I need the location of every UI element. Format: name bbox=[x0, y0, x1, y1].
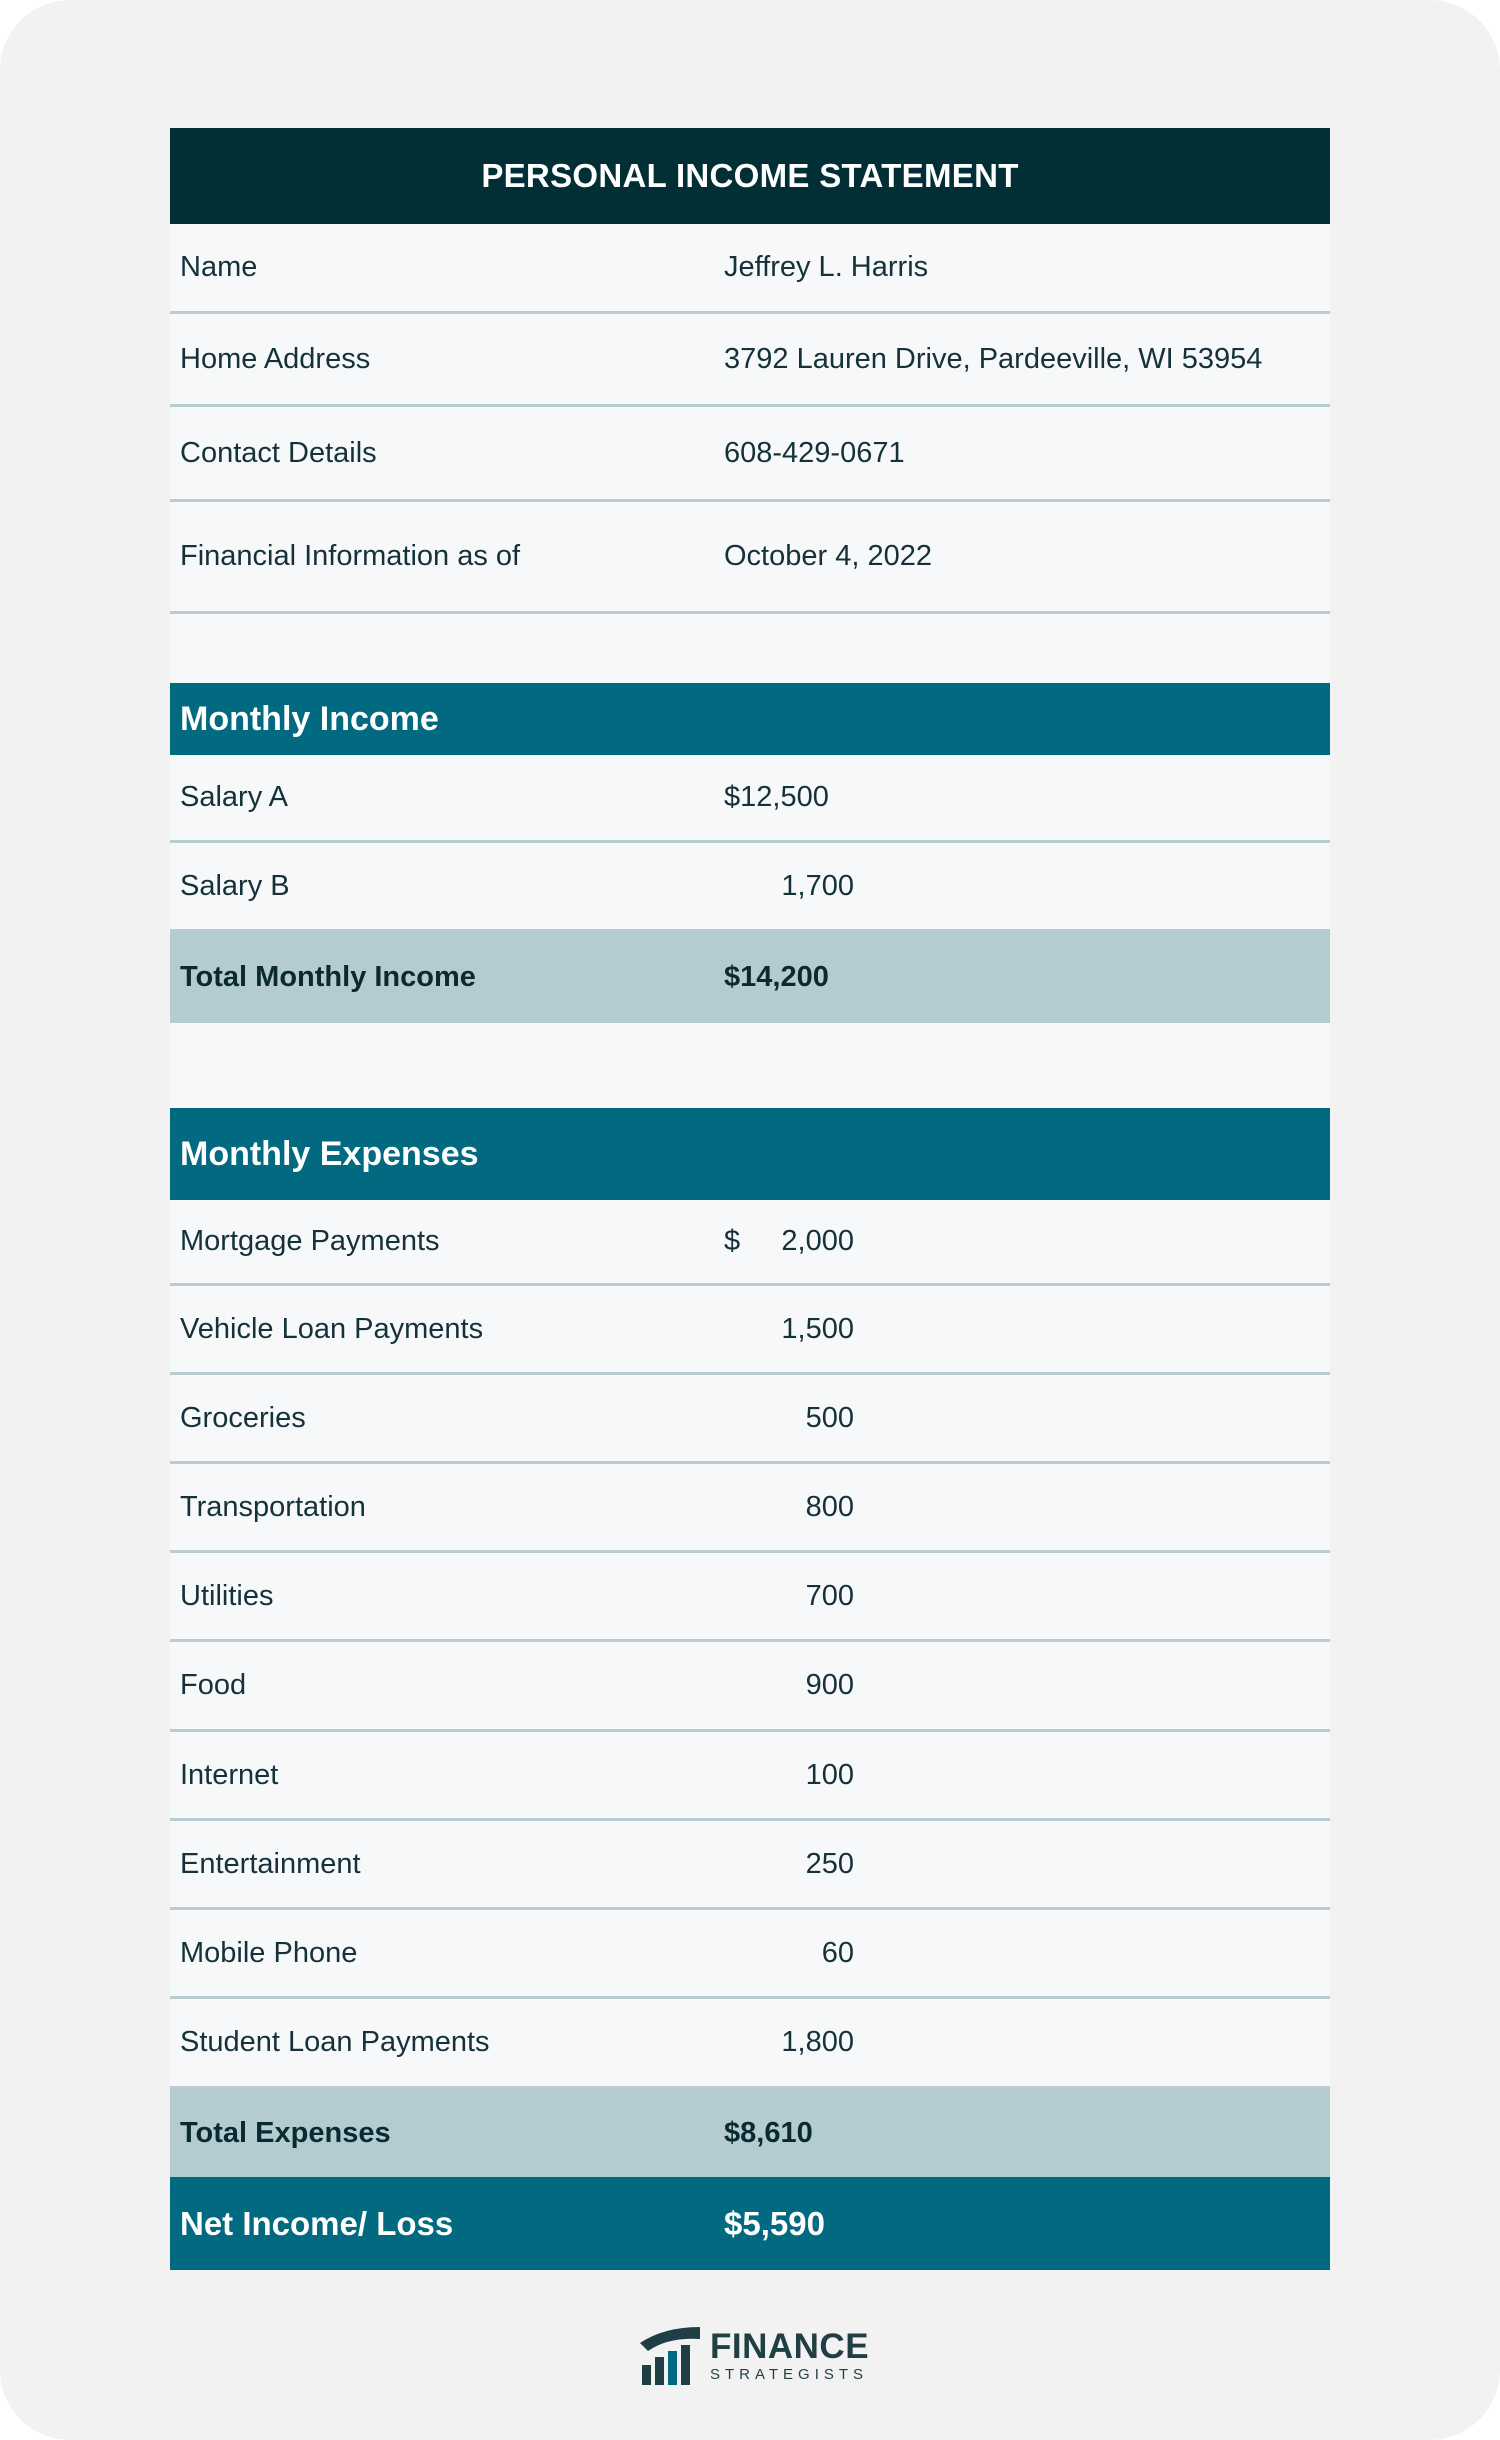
spacer bbox=[170, 614, 1330, 683]
expense-value: 800 bbox=[805, 1490, 854, 1523]
expense-label: Vehicle Loan Payments bbox=[180, 1312, 484, 1345]
income-label: Salary B bbox=[180, 869, 290, 902]
expense-label: Groceries bbox=[180, 1401, 306, 1434]
total-expenses-row bbox=[170, 2089, 1330, 2177]
logo-mark-icon bbox=[638, 2325, 702, 2385]
expense-row-mortgage bbox=[170, 1200, 1330, 1286]
expense-value: 250 bbox=[805, 1847, 854, 1880]
net-income-row bbox=[170, 2177, 1330, 2270]
monthly-income-heading: Monthly Income bbox=[170, 683, 1330, 755]
income-row bbox=[170, 755, 1330, 843]
spacer bbox=[170, 1023, 1330, 1108]
finance-strategists-logo bbox=[638, 2322, 878, 2388]
total-income-label: Total Monthly Income bbox=[180, 961, 476, 993]
expense-value: 700 bbox=[805, 1579, 854, 1612]
expense-value: 60 bbox=[821, 1936, 854, 1969]
expense-row bbox=[170, 1375, 1330, 1464]
total-expenses-label: Total Expenses bbox=[180, 2116, 391, 2149]
info-row-name bbox=[170, 224, 1330, 314]
expense-row bbox=[170, 1732, 1330, 1821]
expense-label: Student Loan Payments bbox=[180, 2026, 490, 2058]
expense-currency: $ bbox=[724, 1225, 741, 1257]
income-label: Salary A bbox=[180, 781, 288, 813]
expense-value: 900 bbox=[805, 1669, 854, 1701]
expense-row bbox=[170, 1642, 1330, 1732]
info-label: Financial Information as of bbox=[180, 540, 521, 572]
expense-row bbox=[170, 1286, 1330, 1375]
expense-label: Mobile Phone bbox=[180, 1936, 358, 1969]
total-expenses-value: $8,610 bbox=[724, 2116, 813, 2149]
info-label: Home Address bbox=[180, 342, 371, 375]
info-row-contact bbox=[170, 407, 1330, 502]
expense-label: Food bbox=[180, 1669, 247, 1701]
income-value: 1,700 bbox=[781, 869, 854, 902]
info-value: Jeffrey L. Harris bbox=[724, 251, 929, 283]
info-row-address bbox=[170, 314, 1330, 407]
expense-row bbox=[170, 1821, 1330, 1910]
logo-main-text: FINANCE bbox=[710, 2326, 870, 2366]
expense-row bbox=[170, 1464, 1330, 1553]
expense-rows bbox=[170, 1286, 1330, 2089]
info-value: 608-429-0671 bbox=[724, 436, 905, 469]
net-income-value: $5,590 bbox=[724, 2204, 825, 2242]
info-label: Name bbox=[180, 251, 258, 283]
statement-title: PERSONAL INCOME STATEMENT bbox=[170, 128, 1330, 224]
expense-row bbox=[170, 1910, 1330, 1999]
info-label: Contact Details bbox=[180, 436, 377, 469]
total-income-value: $14,200 bbox=[724, 961, 829, 993]
expense-value: 100 bbox=[805, 1758, 854, 1791]
logo-sub-text: STRATEGISTS bbox=[710, 2365, 869, 2383]
total-income-row bbox=[170, 932, 1330, 1023]
info-row-date bbox=[170, 502, 1330, 614]
expense-row bbox=[170, 1999, 1330, 2089]
expense-value: 2,000 bbox=[781, 1225, 854, 1257]
income-row bbox=[170, 843, 1330, 932]
expense-value: 500 bbox=[805, 1401, 854, 1434]
info-value: October 4, 2022 bbox=[724, 540, 932, 572]
expense-row bbox=[170, 1553, 1330, 1642]
expense-label: Entertainment bbox=[180, 1847, 361, 1880]
income-value: $12,500 bbox=[724, 781, 829, 813]
expense-label: Transportation bbox=[180, 1490, 366, 1523]
expense-label: Internet bbox=[180, 1758, 279, 1791]
expense-label: Mortgage Payments bbox=[180, 1225, 440, 1257]
expense-label: Utilities bbox=[180, 1579, 274, 1612]
income-statement-table bbox=[170, 128, 1330, 2270]
info-value: 3792 Lauren Drive, Pardeeville, WI 53954 bbox=[724, 342, 1263, 375]
expense-value: 1,500 bbox=[781, 1312, 854, 1345]
net-income-label: Net Income/ Loss bbox=[180, 2204, 454, 2242]
expense-value: 1,800 bbox=[781, 2026, 854, 2058]
monthly-expenses-heading: Monthly Expenses bbox=[170, 1108, 1330, 1200]
